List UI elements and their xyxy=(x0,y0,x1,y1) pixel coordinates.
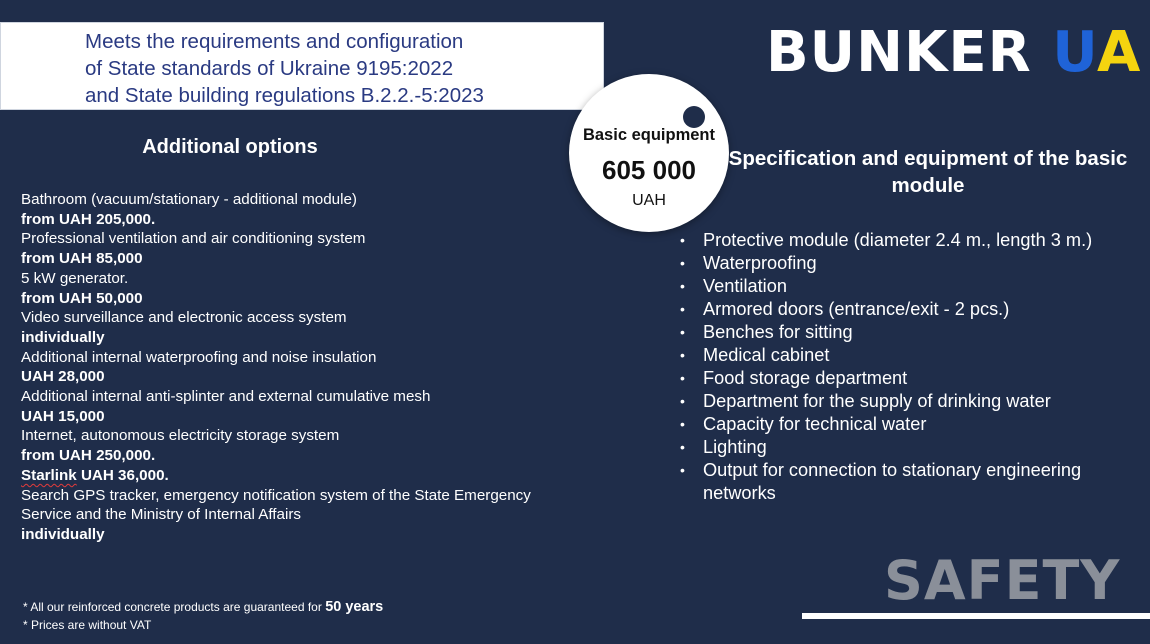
option-name: Search GPS tracker, emergency notification system of the State Emergency Service and the Ministry of Internal Affairs xyxy=(21,486,531,524)
bullet-icon: • xyxy=(680,324,685,340)
option-price: from UAH 50,000 xyxy=(21,289,143,307)
option-price: individually xyxy=(21,525,105,543)
option-name: Bathroom (vacuum/stationary - additional module) xyxy=(21,191,357,208)
spec-item-text: Ventilation xyxy=(703,276,787,296)
footnote-guarantee-years: 50 years xyxy=(325,599,384,615)
badge-currency: UAH xyxy=(632,192,666,209)
option-price: individually xyxy=(21,328,105,346)
standards-box xyxy=(0,22,604,110)
option-price: from UAH 205,000. xyxy=(21,210,156,228)
bullet-icon: • xyxy=(680,416,685,432)
bullet-icon: • xyxy=(680,462,685,478)
bullet-icon: • xyxy=(680,393,685,409)
bullet-icon: • xyxy=(680,439,685,455)
spec-item-text: Armored doors (entrance/exit - 2 pcs.) xyxy=(703,299,1010,319)
option-name: Internet, autonomous electricity storage system xyxy=(21,427,340,445)
option-name: Additional internal anti-splinter and external cumulative mesh xyxy=(21,388,431,406)
spec-item xyxy=(680,390,1125,413)
starlink-word: Starlink xyxy=(21,466,77,484)
option-name: Additional internal waterproofing and noise insulation xyxy=(21,348,377,366)
spec-item xyxy=(680,459,1125,505)
spec-item-text: Department for the supply of drinking water xyxy=(703,391,1051,411)
starlink-price: UAH 36,000. xyxy=(76,466,169,484)
option-price: UAH 28,000 xyxy=(21,368,105,386)
spec-item xyxy=(680,436,1125,459)
spec-item-text: Lighting xyxy=(703,437,767,457)
safety-underline xyxy=(802,613,1150,619)
option-name: Video surveillance and electronic access system xyxy=(21,309,347,327)
bullet-icon: • xyxy=(680,278,685,294)
spec-item xyxy=(680,413,1125,436)
option-price: from UAH 250,000. xyxy=(21,447,156,465)
logo-letter-a: A xyxy=(1097,20,1142,85)
spec-item xyxy=(680,321,1125,344)
option-name: Professional ventilation and air conditioning system xyxy=(21,230,366,248)
spec-item xyxy=(680,298,1125,321)
bullet-icon: • xyxy=(680,255,685,271)
bullet-icon: • xyxy=(680,232,685,248)
spec-item-text: Waterproofing xyxy=(703,253,817,273)
spec-item xyxy=(680,275,1125,298)
badge-price: 605 000 xyxy=(602,155,696,185)
specification-title: Specification and equipment of the basic module xyxy=(728,147,1128,197)
spec-item-text: Benches for sitting xyxy=(703,322,853,342)
spec-item xyxy=(680,252,1125,275)
bunker-ua-logo xyxy=(766,18,1141,88)
spec-item-text: Protective module (diameter 2.4 m., length 3 m.) xyxy=(703,230,1093,250)
bullet-icon: • xyxy=(680,301,685,317)
standards-line-2: of State standards of Ukraine 9195:2022 xyxy=(85,57,454,80)
additional-options-title: Additional options xyxy=(142,136,318,158)
option-price: from UAH 85,000 xyxy=(21,250,143,268)
starlink-price-line xyxy=(21,466,581,486)
footnotes xyxy=(23,598,383,634)
spec-item-text: Medical cabinet xyxy=(703,345,830,365)
standards-line-3: and State building regulations B.2.2.-5:2023 xyxy=(85,84,484,107)
badge-title: Basic equipment xyxy=(582,126,716,144)
logo-word: BUNKER xyxy=(766,20,1053,85)
specification-list xyxy=(680,229,1125,505)
spec-item xyxy=(680,344,1125,367)
spec-item xyxy=(680,367,1125,390)
footnote-guarantee-text: * All our reinforced concrete products are guaranteed for xyxy=(23,600,326,614)
additional-options-list xyxy=(21,190,581,545)
spec-item-text: Food storage department xyxy=(703,368,908,388)
spec-item xyxy=(680,229,1125,252)
bullet-icon: • xyxy=(680,347,685,363)
spec-item-text: Output for connection to stationary engineering networks xyxy=(703,460,1082,503)
standards-line-1: Meets the requirements and configuration xyxy=(85,30,464,53)
option-name: 5 kW generator. xyxy=(21,269,129,287)
footnote-guarantee xyxy=(23,598,383,616)
price-tag-badge xyxy=(569,74,729,232)
logo-letter-u: U xyxy=(1052,20,1098,85)
option-price: UAH 15,000 xyxy=(21,407,105,425)
tag-hole-icon xyxy=(683,106,705,128)
spec-item-text: Capacity for technical water xyxy=(703,414,927,434)
footnote-vat: * Prices are without VAT xyxy=(23,618,152,632)
safety-wordmark: SAFETY xyxy=(884,549,1121,612)
bullet-icon: • xyxy=(680,370,685,386)
